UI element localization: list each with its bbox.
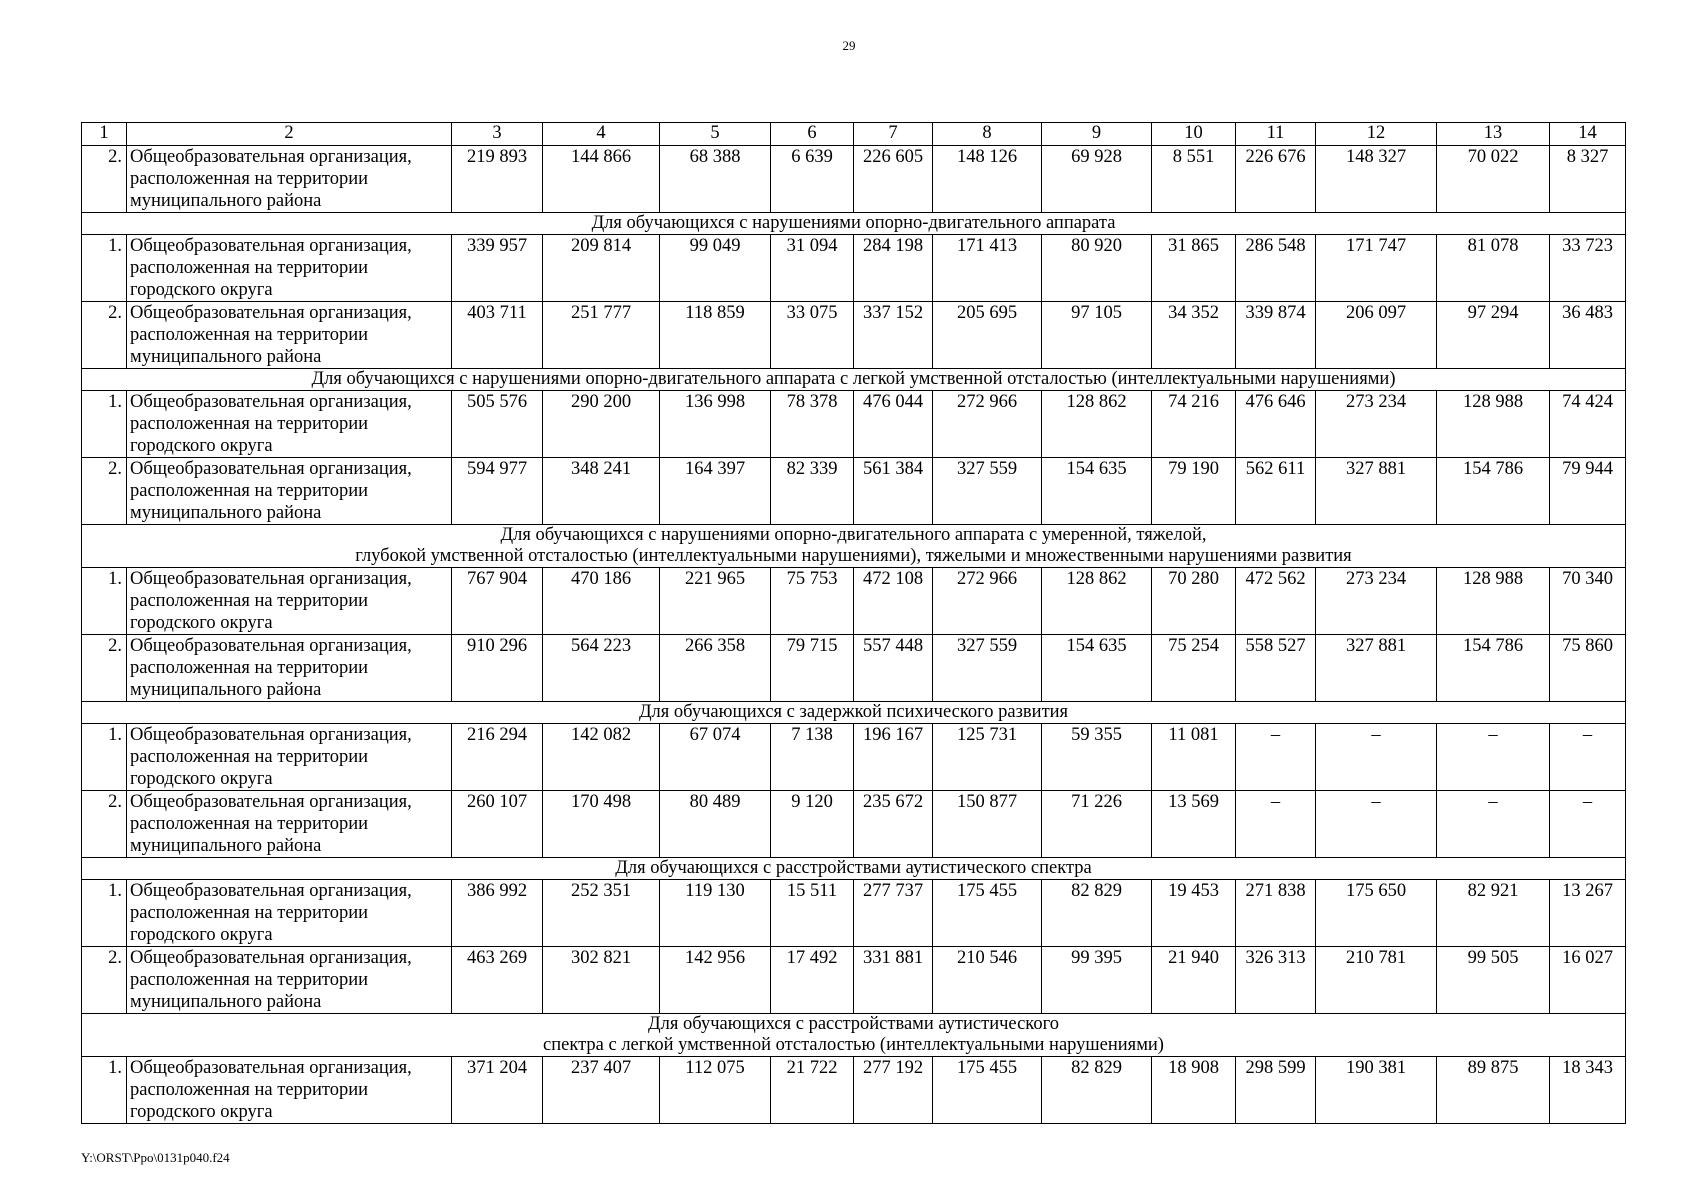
section-heading-line: Для обучающихся с расстройствами аутистического — [648, 1014, 1059, 1034]
organization-name: Общеобразовательная организация, расположенная на территории городского округа — [127, 724, 452, 791]
value-cell: 226 605 — [854, 146, 933, 213]
value-cell: 564 223 — [543, 635, 660, 702]
value-cell: 68 388 — [660, 146, 771, 213]
column-header: 14 — [1550, 123, 1626, 146]
value-cell: 144 866 — [543, 146, 660, 213]
row-number: 2. — [82, 635, 127, 702]
column-header: 5 — [660, 123, 771, 146]
value-cell: 386 992 — [452, 880, 543, 947]
column-header: 8 — [933, 123, 1042, 146]
value-cell: 112 075 — [660, 1057, 771, 1124]
column-header: 7 — [854, 123, 933, 146]
value-cell: 561 384 — [854, 458, 933, 525]
value-cell: 196 167 — [854, 724, 933, 791]
table-row — [82, 568, 1626, 635]
column-header: 11 — [1236, 123, 1316, 146]
table-row — [82, 1057, 1626, 1124]
value-cell: 79 715 — [771, 635, 854, 702]
value-cell: 150 877 — [933, 791, 1042, 858]
row-number: 1. — [82, 880, 127, 947]
table-row — [82, 458, 1626, 525]
section-heading-row — [82, 702, 1626, 724]
value-cell: 17 492 — [771, 947, 854, 1014]
value-cell: 8 327 — [1550, 146, 1626, 213]
row-number: 1. — [82, 235, 127, 302]
column-header: 2 — [127, 123, 452, 146]
row-number: 1. — [82, 568, 127, 635]
section-heading-line: Для обучающихся с расстройствами аутистического спектра — [615, 858, 1092, 878]
value-cell: 8 551 — [1152, 146, 1236, 213]
value-cell: 327 559 — [933, 458, 1042, 525]
value-cell: 128 988 — [1437, 568, 1550, 635]
value-cell: 348 241 — [543, 458, 660, 525]
value-cell: 6 639 — [771, 146, 854, 213]
organization-name: Общеобразовательная организация, расположенная на территории городского округа — [127, 568, 452, 635]
value-cell: 209 814 — [543, 235, 660, 302]
value-cell: 463 269 — [452, 947, 543, 1014]
value-cell: 170 498 — [543, 791, 660, 858]
value-cell: 33 075 — [771, 302, 854, 369]
table-row — [82, 724, 1626, 791]
column-header: 4 — [543, 123, 660, 146]
value-cell: 286 548 — [1236, 235, 1316, 302]
value-cell: 128 988 — [1437, 391, 1550, 458]
row-number: 2. — [82, 947, 127, 1014]
value-cell: 272 966 — [933, 391, 1042, 458]
value-cell: 148 327 — [1316, 146, 1437, 213]
section-heading — [82, 1014, 1626, 1057]
row-number: 2. — [82, 302, 127, 369]
value-cell: 767 904 — [452, 568, 543, 635]
row-number: 1. — [82, 391, 127, 458]
value-cell: 271 838 — [1236, 880, 1316, 947]
value-cell: 339 874 — [1236, 302, 1316, 369]
value-cell: 371 204 — [452, 1057, 543, 1124]
value-cell: 470 186 — [543, 568, 660, 635]
value-cell: 69 928 — [1042, 146, 1152, 213]
column-header: 6 — [771, 123, 854, 146]
value-cell: 252 351 — [543, 880, 660, 947]
section-heading-row — [82, 525, 1626, 568]
value-cell: 219 893 — [452, 146, 543, 213]
value-cell: 175 455 — [933, 1057, 1042, 1124]
value-cell: 403 711 — [452, 302, 543, 369]
value-cell: 562 611 — [1236, 458, 1316, 525]
column-header: 13 — [1437, 123, 1550, 146]
table-row — [82, 791, 1626, 858]
value-cell: 11 081 — [1152, 724, 1236, 791]
value-cell: 82 829 — [1042, 880, 1152, 947]
row-number: 1. — [82, 1057, 127, 1124]
section-heading-line: глубокой умственной отсталостью (интеллектуальными нарушениями), тяжелыми и множественными нарушениями развития — [355, 546, 1352, 566]
value-cell: 9 120 — [771, 791, 854, 858]
section-heading-line: спектра с легкой умственной отсталостью (интеллектуальными нарушениями) — [543, 1035, 1164, 1055]
column-header: 9 — [1042, 123, 1152, 146]
value-cell: 273 234 — [1316, 391, 1437, 458]
value-cell: 558 527 — [1236, 635, 1316, 702]
value-cell: 260 107 — [452, 791, 543, 858]
value-cell: 74 424 — [1550, 391, 1626, 458]
value-cell: 67 074 — [660, 724, 771, 791]
value-cell: – — [1437, 724, 1550, 791]
page-number: 29 — [842, 38, 856, 53]
value-cell: 33 723 — [1550, 235, 1626, 302]
column-header: 10 — [1152, 123, 1236, 146]
value-cell: 273 234 — [1316, 568, 1437, 635]
value-cell: 290 200 — [543, 391, 660, 458]
table-row — [82, 235, 1626, 302]
section-heading-line: Для обучающихся с нарушениями опорно-двигательного аппарата с умеренной, тяжелой, — [500, 525, 1207, 545]
value-cell: – — [1316, 724, 1437, 791]
value-cell: 99 505 — [1437, 947, 1550, 1014]
value-cell: 266 358 — [660, 635, 771, 702]
section-heading-row — [82, 1014, 1626, 1057]
organization-name: Общеобразовательная организация, расположенная на территории муниципального района — [127, 302, 452, 369]
value-cell: 557 448 — [854, 635, 933, 702]
section-heading — [82, 525, 1626, 568]
value-cell: 21 722 — [771, 1057, 854, 1124]
value-cell: 34 352 — [1152, 302, 1236, 369]
value-cell: 171 747 — [1316, 235, 1437, 302]
value-cell: 80 489 — [660, 791, 771, 858]
value-cell: 327 881 — [1316, 635, 1437, 702]
value-cell: 277 192 — [854, 1057, 933, 1124]
value-cell: 70 280 — [1152, 568, 1236, 635]
value-cell: 70 340 — [1550, 568, 1626, 635]
value-cell: 210 546 — [933, 947, 1042, 1014]
value-cell: 272 966 — [933, 568, 1042, 635]
column-header: 12 — [1316, 123, 1437, 146]
value-cell: 7 138 — [771, 724, 854, 791]
value-cell: 70 022 — [1437, 146, 1550, 213]
value-cell: 210 781 — [1316, 947, 1437, 1014]
row-number: 2. — [82, 791, 127, 858]
value-cell: 327 559 — [933, 635, 1042, 702]
table-row — [82, 146, 1626, 213]
value-cell: 594 977 — [452, 458, 543, 525]
organization-name: Общеобразовательная организация, расположенная на территории муниципального района — [127, 458, 452, 525]
section-heading-line: Для обучающихся с нарушениями опорно-двигательного аппарата с легкой умственной отсталостью (интеллектуальными нарушениями) — [311, 369, 1396, 389]
value-cell: 75 753 — [771, 568, 854, 635]
value-cell: 154 635 — [1042, 458, 1152, 525]
funding-table — [81, 122, 1626, 1124]
value-cell: 326 313 — [1236, 947, 1316, 1014]
value-cell: 505 576 — [452, 391, 543, 458]
table-row — [82, 302, 1626, 369]
file-path: Y:\ORST\Ppo\0131p040.f24 — [81, 1150, 230, 1165]
section-heading — [82, 858, 1626, 880]
value-cell: 302 821 — [543, 947, 660, 1014]
value-cell: 476 044 — [854, 391, 933, 458]
value-cell: 171 413 — [933, 235, 1042, 302]
value-cell: 298 599 — [1236, 1057, 1316, 1124]
value-cell: 79 944 — [1550, 458, 1626, 525]
value-cell: 910 296 — [452, 635, 543, 702]
organization-name: Общеобразовательная организация, расположенная на территории муниципального района — [127, 146, 452, 213]
section-heading-line: Для обучающихся с задержкой психического развития — [638, 702, 1069, 722]
value-cell: 75 860 — [1550, 635, 1626, 702]
organization-name: Общеобразовательная организация, расположенная на территории городского округа — [127, 1057, 452, 1124]
value-cell: 476 646 — [1236, 391, 1316, 458]
value-cell: 36 483 — [1550, 302, 1626, 369]
value-cell: 327 881 — [1316, 458, 1437, 525]
value-cell: 216 294 — [452, 724, 543, 791]
value-cell: 128 862 — [1042, 568, 1152, 635]
section-heading — [82, 213, 1626, 235]
value-cell: – — [1550, 724, 1626, 791]
column-header: 3 — [452, 123, 543, 146]
value-cell: 99 049 — [660, 235, 771, 302]
section-heading-row — [82, 858, 1626, 880]
value-cell: 251 777 — [543, 302, 660, 369]
value-cell: 190 381 — [1316, 1057, 1437, 1124]
row-number: 2. — [82, 458, 127, 525]
table-row — [82, 391, 1626, 458]
value-cell: 19 453 — [1152, 880, 1236, 947]
value-cell: 125 731 — [933, 724, 1042, 791]
value-cell: 16 027 — [1550, 947, 1626, 1014]
value-cell: 154 635 — [1042, 635, 1152, 702]
value-cell: 80 920 — [1042, 235, 1152, 302]
section-heading — [82, 369, 1626, 391]
value-cell: 59 355 — [1042, 724, 1152, 791]
value-cell: 82 829 — [1042, 1057, 1152, 1124]
column-header: 1 — [82, 123, 127, 146]
value-cell: – — [1236, 724, 1316, 791]
value-cell: 21 940 — [1152, 947, 1236, 1014]
value-cell: 31 865 — [1152, 235, 1236, 302]
value-cell: 154 786 — [1437, 458, 1550, 525]
value-cell: – — [1550, 791, 1626, 858]
value-cell: 99 395 — [1042, 947, 1152, 1014]
value-cell: 284 198 — [854, 235, 933, 302]
value-cell: – — [1236, 791, 1316, 858]
organization-name: Общеобразовательная организация, расположенная на территории городского округа — [127, 391, 452, 458]
value-cell: 148 126 — [933, 146, 1042, 213]
value-cell: 331 881 — [854, 947, 933, 1014]
value-cell: 13 569 — [1152, 791, 1236, 858]
value-cell: 175 455 — [933, 880, 1042, 947]
value-cell: 79 190 — [1152, 458, 1236, 525]
column-header-row — [82, 123, 1626, 146]
section-heading-line: Для обучающихся с нарушениями опорно-двигательного аппарата — [591, 213, 1116, 233]
organization-name: Общеобразовательная организация, расположенная на территории муниципального района — [127, 635, 452, 702]
value-cell: 337 152 — [854, 302, 933, 369]
value-cell: 472 108 — [854, 568, 933, 635]
value-cell: 18 908 — [1152, 1057, 1236, 1124]
value-cell: 71 226 — [1042, 791, 1152, 858]
value-cell: 237 407 — [543, 1057, 660, 1124]
value-cell: 74 216 — [1152, 391, 1236, 458]
value-cell: 164 397 — [660, 458, 771, 525]
organization-name: Общеобразовательная организация, расположенная на территории городского округа — [127, 880, 452, 947]
value-cell: 175 650 — [1316, 880, 1437, 947]
section-heading-row — [82, 213, 1626, 235]
value-cell: 89 875 — [1437, 1057, 1550, 1124]
value-cell: 277 737 — [854, 880, 933, 947]
value-cell: – — [1316, 791, 1437, 858]
table-row — [82, 635, 1626, 702]
value-cell: – — [1437, 791, 1550, 858]
table-row — [82, 880, 1626, 947]
row-number: 1. — [82, 724, 127, 791]
value-cell: 119 130 — [660, 880, 771, 947]
value-cell: 13 267 — [1550, 880, 1626, 947]
value-cell: 136 998 — [660, 391, 771, 458]
section-heading-row — [82, 369, 1626, 391]
value-cell: 18 343 — [1550, 1057, 1626, 1124]
table-row — [82, 947, 1626, 1014]
value-cell: 97 294 — [1437, 302, 1550, 369]
value-cell: 472 562 — [1236, 568, 1316, 635]
organization-name: Общеобразовательная организация, расположенная на территории муниципального района — [127, 947, 452, 1014]
value-cell: 82 921 — [1437, 880, 1550, 947]
value-cell: 206 097 — [1316, 302, 1437, 369]
value-cell: 339 957 — [452, 235, 543, 302]
value-cell: 142 956 — [660, 947, 771, 1014]
value-cell: 78 378 — [771, 391, 854, 458]
value-cell: 75 254 — [1152, 635, 1236, 702]
value-cell: 235 672 — [854, 791, 933, 858]
value-cell: 205 695 — [933, 302, 1042, 369]
section-heading — [82, 702, 1626, 724]
value-cell: 221 965 — [660, 568, 771, 635]
value-cell: 31 094 — [771, 235, 854, 302]
value-cell: 226 676 — [1236, 146, 1316, 213]
value-cell: 97 105 — [1042, 302, 1152, 369]
value-cell: 142 082 — [543, 724, 660, 791]
value-cell: 128 862 — [1042, 391, 1152, 458]
value-cell: 82 339 — [771, 458, 854, 525]
row-number: 2. — [82, 146, 127, 213]
value-cell: 154 786 — [1437, 635, 1550, 702]
value-cell: 118 859 — [660, 302, 771, 369]
organization-name: Общеобразовательная организация, расположенная на территории муниципального района — [127, 791, 452, 858]
value-cell: 15 511 — [771, 880, 854, 947]
value-cell: 81 078 — [1437, 235, 1550, 302]
organization-name: Общеобразовательная организация, расположенная на территории городского округа — [127, 235, 452, 302]
